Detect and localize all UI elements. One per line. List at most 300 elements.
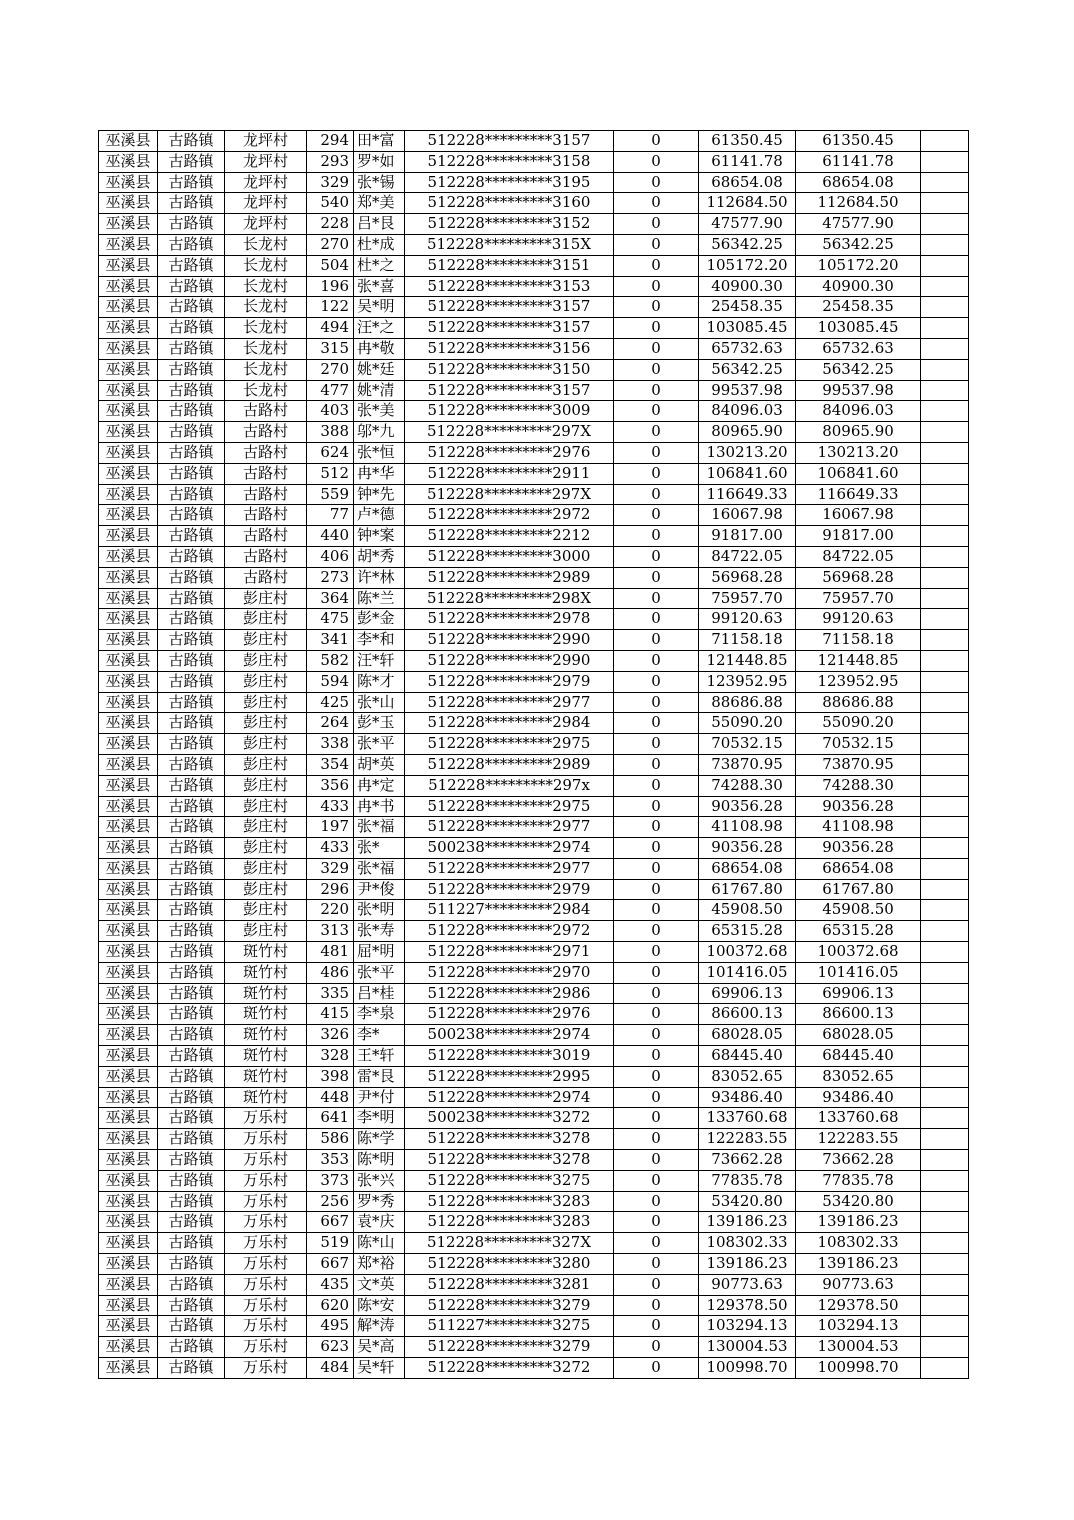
name-cell: 杜*之: [354, 255, 405, 276]
total-cell: 99120.63: [796, 609, 921, 630]
id-number-cell: 512228*********315X: [405, 234, 614, 255]
amount-cell: 68654.08: [699, 172, 796, 193]
name-cell: 邬*九: [354, 422, 405, 443]
village-cell: 长龙村: [225, 338, 307, 359]
amount-cell: 93486.40: [699, 1087, 796, 1108]
zero-value-cell: 0: [614, 838, 699, 859]
table-row: [99, 380, 969, 401]
village-cell: 万乐村: [225, 1316, 307, 1337]
name-cell: 张*: [354, 838, 405, 859]
village-cell: 古路村: [225, 463, 307, 484]
zero-value-cell: 0: [614, 255, 699, 276]
town-cell: 古路镇: [158, 151, 225, 172]
town-cell: 古路镇: [158, 463, 225, 484]
name-cell: 吴*高: [354, 1337, 405, 1358]
id-number-cell: 512228*********2978: [405, 609, 614, 630]
county-cell: 巫溪县: [99, 172, 158, 193]
total-cell: 41108.98: [796, 817, 921, 838]
village-cell: 彭庄村: [225, 921, 307, 942]
total-cell: 130213.20: [796, 442, 921, 463]
amount-cell: 99120.63: [699, 609, 796, 630]
blank-cell: [921, 1087, 969, 1108]
table-row: [99, 505, 969, 526]
table-row: [99, 650, 969, 671]
name-cell: 钟*案: [354, 526, 405, 547]
name-cell: 张*兴: [354, 1170, 405, 1191]
total-cell: 40900.30: [796, 276, 921, 297]
blank-cell: [921, 1025, 969, 1046]
blank-cell: [921, 131, 969, 152]
county-cell: 巫溪县: [99, 484, 158, 505]
total-cell: 73870.95: [796, 754, 921, 775]
town-cell: 古路镇: [158, 1150, 225, 1171]
county-cell: 巫溪县: [99, 214, 158, 235]
town-cell: 古路镇: [158, 1316, 225, 1337]
total-cell: 103294.13: [796, 1316, 921, 1337]
table-row: [99, 526, 969, 547]
id-number-cell: 500238*********3272: [405, 1108, 614, 1129]
town-cell: 古路镇: [158, 858, 225, 879]
village-cell: 万乐村: [225, 1337, 307, 1358]
blank-cell: [921, 567, 969, 588]
village-cell: 彭庄村: [225, 838, 307, 859]
blank-cell: [921, 1066, 969, 1087]
town-cell: 古路镇: [158, 775, 225, 796]
amount-cell: 133760.68: [699, 1108, 796, 1129]
amount-cell: 16067.98: [699, 505, 796, 526]
amount-cell: 121448.85: [699, 650, 796, 671]
id-number-cell: 512228*********2979: [405, 879, 614, 900]
blank-cell: [921, 942, 969, 963]
village-cell: 彭庄村: [225, 630, 307, 651]
total-cell: 139186.23: [796, 1212, 921, 1233]
county-cell: 巫溪县: [99, 983, 158, 1004]
id-number-cell: 512228*********3150: [405, 359, 614, 380]
village-cell: 万乐村: [225, 1129, 307, 1150]
blank-cell: [921, 983, 969, 1004]
zero-value-cell: 0: [614, 1212, 699, 1233]
id-number-cell: 512228*********3157: [405, 297, 614, 318]
table-row: [99, 151, 969, 172]
town-cell: 古路镇: [158, 900, 225, 921]
id-number-cell: 512228*********3009: [405, 401, 614, 422]
blank-cell: [921, 463, 969, 484]
area-cell: 296: [307, 879, 354, 900]
id-number-cell: 512228*********2977: [405, 858, 614, 879]
area-cell: 341: [307, 630, 354, 651]
village-cell: 彭庄村: [225, 879, 307, 900]
table-row: [99, 609, 969, 630]
town-cell: 古路镇: [158, 1233, 225, 1254]
id-number-cell: 512228*********2972: [405, 505, 614, 526]
table-row: [99, 1046, 969, 1067]
area-cell: 477: [307, 380, 354, 401]
village-cell: 古路村: [225, 484, 307, 505]
county-cell: 巫溪县: [99, 1066, 158, 1087]
name-cell: 张*平: [354, 734, 405, 755]
total-cell: 130004.53: [796, 1337, 921, 1358]
area-cell: 504: [307, 255, 354, 276]
town-cell: 古路镇: [158, 422, 225, 443]
area-cell: 328: [307, 1046, 354, 1067]
town-cell: 古路镇: [158, 692, 225, 713]
amount-cell: 130213.20: [699, 442, 796, 463]
village-cell: 斑竹村: [225, 962, 307, 983]
amount-cell: 45908.50: [699, 900, 796, 921]
id-number-cell: 512228*********3281: [405, 1274, 614, 1295]
zero-value-cell: 0: [614, 713, 699, 734]
village-cell: 长龙村: [225, 234, 307, 255]
id-number-cell: 512228*********2212: [405, 526, 614, 547]
town-cell: 古路镇: [158, 609, 225, 630]
id-number-cell: 512228*********3279: [405, 1337, 614, 1358]
table-row: [99, 942, 969, 963]
id-number-cell: 512228*********3280: [405, 1254, 614, 1275]
data-table: [98, 130, 969, 1379]
id-number-cell: 512228*********3153: [405, 276, 614, 297]
town-cell: 古路镇: [158, 234, 225, 255]
amount-cell: 68654.08: [699, 858, 796, 879]
blank-cell: [921, 1233, 969, 1254]
area-cell: 540: [307, 193, 354, 214]
id-number-cell: 500238*********2974: [405, 838, 614, 859]
blank-cell: [921, 1191, 969, 1212]
area-cell: 425: [307, 692, 354, 713]
county-cell: 巫溪县: [99, 297, 158, 318]
name-cell: 姚*清: [354, 380, 405, 401]
name-cell: 郑*美: [354, 193, 405, 214]
town-cell: 古路镇: [158, 131, 225, 152]
blank-cell: [921, 1274, 969, 1295]
town-cell: 古路镇: [158, 754, 225, 775]
amount-cell: 91817.00: [699, 526, 796, 547]
id-number-cell: 512228*********3019: [405, 1046, 614, 1067]
town-cell: 古路镇: [158, 942, 225, 963]
town-cell: 古路镇: [158, 338, 225, 359]
name-cell: 钟*先: [354, 484, 405, 505]
town-cell: 古路镇: [158, 1108, 225, 1129]
amount-cell: 108302.33: [699, 1233, 796, 1254]
table-row: [99, 567, 969, 588]
zero-value-cell: 0: [614, 338, 699, 359]
id-number-cell: 512228*********3160: [405, 193, 614, 214]
village-cell: 龙坪村: [225, 214, 307, 235]
zero-value-cell: 0: [614, 1191, 699, 1212]
village-cell: 彭庄村: [225, 796, 307, 817]
table-row: [99, 1170, 969, 1191]
amount-cell: 90356.28: [699, 838, 796, 859]
county-cell: 巫溪县: [99, 879, 158, 900]
total-cell: 133760.68: [796, 1108, 921, 1129]
zero-value-cell: 0: [614, 442, 699, 463]
total-cell: 80965.90: [796, 422, 921, 443]
county-cell: 巫溪县: [99, 1046, 158, 1067]
county-cell: 巫溪县: [99, 401, 158, 422]
zero-value-cell: 0: [614, 609, 699, 630]
town-cell: 古路镇: [158, 630, 225, 651]
name-cell: 张*福: [354, 817, 405, 838]
id-number-cell: 512228*********3272: [405, 1358, 614, 1379]
name-cell: 姚*廷: [354, 359, 405, 380]
zero-value-cell: 0: [614, 1129, 699, 1150]
amount-cell: 123952.95: [699, 671, 796, 692]
area-cell: 335: [307, 983, 354, 1004]
blank-cell: [921, 796, 969, 817]
county-cell: 巫溪县: [99, 463, 158, 484]
table-row: [99, 754, 969, 775]
area-cell: 293: [307, 151, 354, 172]
id-number-cell: 512228*********3278: [405, 1150, 614, 1171]
zero-value-cell: 0: [614, 588, 699, 609]
county-cell: 巫溪县: [99, 1129, 158, 1150]
county-cell: 巫溪县: [99, 921, 158, 942]
zero-value-cell: 0: [614, 671, 699, 692]
total-cell: 123952.95: [796, 671, 921, 692]
table-row: [99, 442, 969, 463]
area-cell: 270: [307, 359, 354, 380]
area-cell: 388: [307, 422, 354, 443]
blank-cell: [921, 151, 969, 172]
table-row: [99, 1191, 969, 1212]
amount-cell: 53420.80: [699, 1191, 796, 1212]
amount-cell: 83052.65: [699, 1066, 796, 1087]
county-cell: 巫溪县: [99, 754, 158, 775]
table-row: [99, 1254, 969, 1275]
id-number-cell: 512228*********3283: [405, 1212, 614, 1233]
blank-cell: [921, 1170, 969, 1191]
name-cell: 罗*秀: [354, 1191, 405, 1212]
id-number-cell: 512228*********297x: [405, 775, 614, 796]
village-cell: 龙坪村: [225, 131, 307, 152]
total-cell: 55090.20: [796, 713, 921, 734]
table-row: [99, 401, 969, 422]
village-cell: 彭庄村: [225, 754, 307, 775]
table-row: [99, 338, 969, 359]
total-cell: 56968.28: [796, 567, 921, 588]
village-cell: 斑竹村: [225, 1046, 307, 1067]
id-number-cell: 512228*********2990: [405, 650, 614, 671]
area-cell: 122: [307, 297, 354, 318]
town-cell: 古路镇: [158, 505, 225, 526]
area-cell: 594: [307, 671, 354, 692]
amount-cell: 112684.50: [699, 193, 796, 214]
area-cell: 329: [307, 858, 354, 879]
zero-value-cell: 0: [614, 858, 699, 879]
area-cell: 495: [307, 1316, 354, 1337]
county-cell: 巫溪县: [99, 318, 158, 339]
total-cell: 53420.80: [796, 1191, 921, 1212]
village-cell: 长龙村: [225, 359, 307, 380]
table-row: [99, 234, 969, 255]
total-cell: 68445.40: [796, 1046, 921, 1067]
town-cell: 古路镇: [158, 734, 225, 755]
county-cell: 巫溪县: [99, 442, 158, 463]
name-cell: 陈*才: [354, 671, 405, 692]
id-number-cell: 512228*********2984: [405, 713, 614, 734]
county-cell: 巫溪县: [99, 193, 158, 214]
area-cell: 329: [307, 172, 354, 193]
id-number-cell: 512228*********3151: [405, 255, 614, 276]
total-cell: 86600.13: [796, 1004, 921, 1025]
area-cell: 475: [307, 609, 354, 630]
zero-value-cell: 0: [614, 1358, 699, 1379]
id-number-cell: 512228*********3283: [405, 1191, 614, 1212]
blank-cell: [921, 526, 969, 547]
id-number-cell: 512228*********2976: [405, 1004, 614, 1025]
amount-cell: 139186.23: [699, 1254, 796, 1275]
area-cell: 364: [307, 588, 354, 609]
table-row: [99, 879, 969, 900]
id-number-cell: 512228*********2977: [405, 817, 614, 838]
village-cell: 彭庄村: [225, 588, 307, 609]
county-cell: 巫溪县: [99, 526, 158, 547]
village-cell: 彭庄村: [225, 817, 307, 838]
name-cell: 李*: [354, 1025, 405, 1046]
name-cell: 张*喜: [354, 276, 405, 297]
total-cell: 61767.80: [796, 879, 921, 900]
name-cell: 张*美: [354, 401, 405, 422]
name-cell: 张*平: [354, 962, 405, 983]
area-cell: 196: [307, 276, 354, 297]
id-number-cell: 512228*********3157: [405, 380, 614, 401]
table-row: [99, 734, 969, 755]
zero-value-cell: 0: [614, 297, 699, 318]
total-cell: 16067.98: [796, 505, 921, 526]
id-number-cell: 512228*********2972: [405, 921, 614, 942]
table-row: [99, 983, 969, 1004]
town-cell: 古路镇: [158, 1191, 225, 1212]
zero-value-cell: 0: [614, 505, 699, 526]
village-cell: 彭庄村: [225, 858, 307, 879]
blank-cell: [921, 1254, 969, 1275]
id-number-cell: 512228*********3152: [405, 214, 614, 235]
area-cell: 586: [307, 1129, 354, 1150]
name-cell: 汪*轩: [354, 650, 405, 671]
amount-cell: 71158.18: [699, 630, 796, 651]
zero-value-cell: 0: [614, 151, 699, 172]
zero-value-cell: 0: [614, 692, 699, 713]
amount-cell: 61141.78: [699, 151, 796, 172]
blank-cell: [921, 255, 969, 276]
id-number-cell: 512228*********3195: [405, 172, 614, 193]
total-cell: 84722.05: [796, 546, 921, 567]
area-cell: 264: [307, 713, 354, 734]
zero-value-cell: 0: [614, 796, 699, 817]
town-cell: 古路镇: [158, 1046, 225, 1067]
name-cell: 尹*俊: [354, 879, 405, 900]
total-cell: 139186.23: [796, 1254, 921, 1275]
village-cell: 古路村: [225, 526, 307, 547]
total-cell: 93486.40: [796, 1087, 921, 1108]
county-cell: 巫溪县: [99, 1108, 158, 1129]
table-row: [99, 588, 969, 609]
blank-cell: [921, 650, 969, 671]
blank-cell: [921, 380, 969, 401]
blank-cell: [921, 505, 969, 526]
town-cell: 古路镇: [158, 1274, 225, 1295]
id-number-cell: 512228*********297X: [405, 484, 614, 505]
town-cell: 古路镇: [158, 962, 225, 983]
table-row: [99, 1358, 969, 1379]
blank-cell: [921, 193, 969, 214]
blank-cell: [921, 630, 969, 651]
total-cell: 106841.60: [796, 463, 921, 484]
village-cell: 万乐村: [225, 1212, 307, 1233]
id-number-cell: 512228*********3158: [405, 151, 614, 172]
blank-cell: [921, 817, 969, 838]
town-cell: 古路镇: [158, 879, 225, 900]
county-cell: 巫溪县: [99, 838, 158, 859]
table-row: [99, 422, 969, 443]
amount-cell: 100372.68: [699, 942, 796, 963]
amount-cell: 129378.50: [699, 1295, 796, 1316]
town-cell: 古路镇: [158, 1129, 225, 1150]
amount-cell: 105172.20: [699, 255, 796, 276]
name-cell: 尹*付: [354, 1087, 405, 1108]
area-cell: 373: [307, 1170, 354, 1191]
zero-value-cell: 0: [614, 1316, 699, 1337]
zero-value-cell: 0: [614, 921, 699, 942]
county-cell: 巫溪县: [99, 858, 158, 879]
area-cell: 315: [307, 338, 354, 359]
name-cell: 卢*德: [354, 505, 405, 526]
id-number-cell: 512228*********2979: [405, 671, 614, 692]
amount-cell: 88686.88: [699, 692, 796, 713]
town-cell: 古路镇: [158, 1254, 225, 1275]
total-cell: 69906.13: [796, 983, 921, 1004]
table-row: [99, 172, 969, 193]
amount-cell: 86600.13: [699, 1004, 796, 1025]
total-cell: 47577.90: [796, 214, 921, 235]
county-cell: 巫溪县: [99, 671, 158, 692]
county-cell: 巫溪县: [99, 692, 158, 713]
name-cell: 汪*之: [354, 318, 405, 339]
area-cell: 559: [307, 484, 354, 505]
amount-cell: 70532.15: [699, 734, 796, 755]
county-cell: 巫溪县: [99, 546, 158, 567]
name-cell: 冉*华: [354, 463, 405, 484]
county-cell: 巫溪县: [99, 1254, 158, 1275]
id-number-cell: 512228*********2989: [405, 754, 614, 775]
county-cell: 巫溪县: [99, 775, 158, 796]
zero-value-cell: 0: [614, 650, 699, 671]
town-cell: 古路镇: [158, 193, 225, 214]
blank-cell: [921, 318, 969, 339]
name-cell: 张*明: [354, 900, 405, 921]
table-row: [99, 692, 969, 713]
area-cell: 484: [307, 1358, 354, 1379]
table-row: [99, 131, 969, 152]
town-cell: 古路镇: [158, 921, 225, 942]
zero-value-cell: 0: [614, 131, 699, 152]
village-cell: 长龙村: [225, 318, 307, 339]
county-cell: 巫溪县: [99, 359, 158, 380]
amount-cell: 106841.60: [699, 463, 796, 484]
total-cell: 68028.05: [796, 1025, 921, 1046]
name-cell: 张*恒: [354, 442, 405, 463]
blank-cell: [921, 1358, 969, 1379]
county-cell: 巫溪县: [99, 1358, 158, 1379]
county-cell: 巫溪县: [99, 588, 158, 609]
name-cell: 王*轩: [354, 1046, 405, 1067]
blank-cell: [921, 214, 969, 235]
amount-cell: 103294.13: [699, 1316, 796, 1337]
blank-cell: [921, 1212, 969, 1233]
village-cell: 龙坪村: [225, 172, 307, 193]
total-cell: 100372.68: [796, 942, 921, 963]
village-cell: 彭庄村: [225, 713, 307, 734]
county-cell: 巫溪县: [99, 151, 158, 172]
